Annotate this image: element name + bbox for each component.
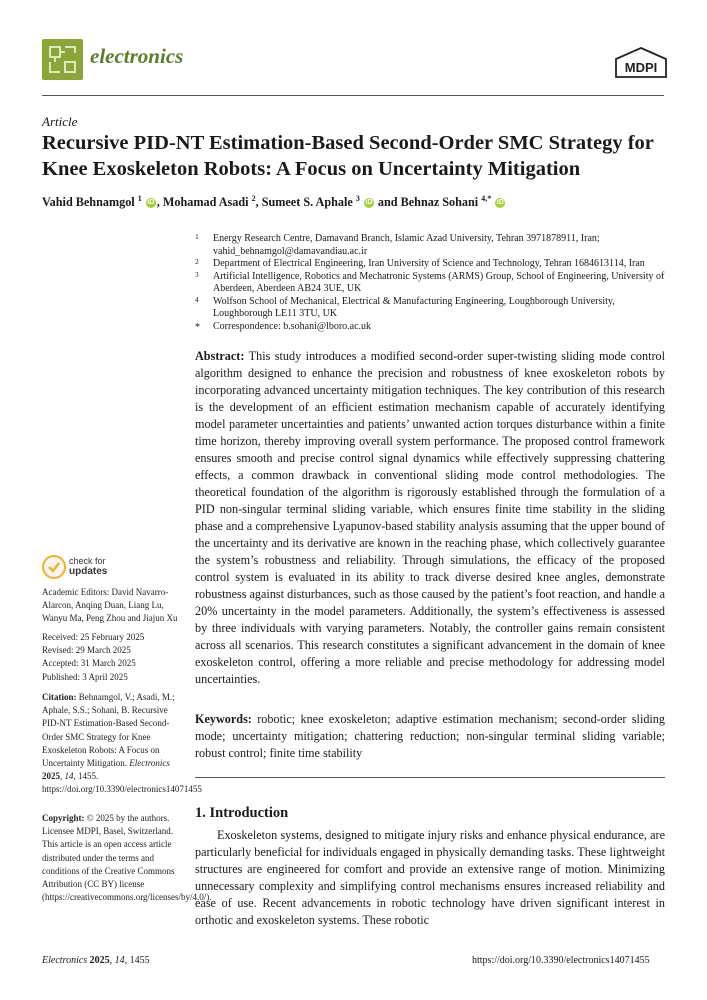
author-separator: and xyxy=(374,195,401,210)
affiliations xyxy=(195,233,665,333)
orcid-icon[interactable]: iD xyxy=(365,199,373,207)
keywords xyxy=(195,711,665,762)
affiliation-item xyxy=(195,258,665,271)
received-date: Received: 25 February 2025 xyxy=(42,632,145,642)
citation-doi[interactable]: , 1455. https://doi.org/10.3390/electronics14071455 xyxy=(42,771,202,795)
paper-title: Recursive PID-NT Estimation-Based Second-Order SMC Strategy for Knee Exoskeleton Robots: A Focus on Uncertainty Mitigation xyxy=(42,132,654,180)
header-rule xyxy=(42,95,664,96)
check-line-1: check for xyxy=(69,556,106,566)
affiliation-text: Artificial Intelligence, Robotics and Mechatronic Systems (ARMS) Group, School of Engineering, University of Aberdeen, Aberdeen AB24 3UE, UK xyxy=(213,270,665,294)
revised-date: Revised: 29 March 2025 xyxy=(42,645,131,656)
abstract xyxy=(195,348,665,688)
correspondence xyxy=(195,321,665,334)
journal-logo xyxy=(42,39,83,80)
footer-citation: Electronics 2025, 14, 1455 xyxy=(42,955,150,966)
section-divider xyxy=(195,777,665,778)
footer-doi[interactable]: https://doi.org/10.3390/electronics14071455 xyxy=(472,955,650,966)
author-affil-sup: 4,* xyxy=(481,194,492,203)
editors-label: Academic Editors: xyxy=(42,587,110,597)
citation-label: Citation: xyxy=(42,692,77,702)
affiliation-item xyxy=(195,271,665,296)
correspondence-text[interactable]: Correspondence: b.sohani@lboro.ac.uk xyxy=(213,320,372,332)
affiliation-number: 1 xyxy=(195,232,199,241)
citation-volume: 14 xyxy=(64,771,74,782)
author-affil-sup: 3 xyxy=(355,194,360,203)
keywords-text: robotic; knee exoskeleton; adaptive estimation mechanism; second-order sliding mode; uncertainty mitigation; chattering reduction; non-singular terminal sliding variable; robust control; finite time stability xyxy=(195,712,665,760)
citation-year: 2025 xyxy=(42,771,60,782)
copyright-label: Copyright: xyxy=(42,813,85,823)
author-separator: , xyxy=(156,195,163,210)
footer-volume: 14 xyxy=(114,955,125,966)
affiliation-number: 2 xyxy=(195,257,199,266)
copyright-block xyxy=(42,812,212,904)
section-body xyxy=(195,827,665,930)
abstract-text: This study introduces a modified second-order super-twisting sliding mode control algorithm designed to enhance the precision and robustness of knee exoskeleton robots by incorporating advanced uncertainty mitigation techniques. The key contribution of this research is the development of an efficient estimation mechanism capable of accurately identifying model parameter uncertainties and patients’ unwanted action torques disturbance within a finite time horizon, thereby improving overall system performance. The proposed control framework ensures smooth and precise control signal dynamics while effectively suppressing chattering effects, a common drawback in conventional sliding mode control methodologies. The theoretical foundation of the algorithm is rigorously established through the formulation of a PID non-singular terminal sliding variable, which ensures finite time stability in the sliding phase and a comprehensive Lyapunov-based stability analysis assuming that the upper bound of the uncertainty and its derivative are known in the reaching phase, which collectively guarantee the system’s robustness and reliability. Through simulations, the efficacy of the proposed control system is evaluated in its ability to track diverse desired knee angles, demonstrate robustness against disturbances, such as those caused by the patient’s foot reaction, and handle a 20% uncertainty in the model parameters. Additionally, the system’s effectiveness is assessed by three individuals with varying parameters. Notably, the controller gains remain consistent across all scenarios. This research constitutes a significant advancement in the domain of knee exoskeleton control, offering a more reliable and precise methodology for addressing model uncertainties. xyxy=(195,349,666,686)
author-name: Mohamad Asadi xyxy=(162,195,249,210)
author-name: Vahid Behnamgol xyxy=(42,195,135,210)
author-list xyxy=(42,194,672,210)
footer-journal: Electronics xyxy=(42,955,88,966)
footer-year: 2025 xyxy=(89,955,110,966)
article-dates xyxy=(42,631,182,684)
keywords-label: Keywords: xyxy=(195,712,252,726)
copyright-text: © 2025 by the authors. Licensee MDPI, Basel, Switzerland. This article is an open access article distributed under the terms and conditions of the Creative Commons Attribution (CC BY) license (https://creativecommons.org/licenses/by/4.0/). xyxy=(42,813,212,903)
author-name: Sumeet S. Aphale xyxy=(261,195,353,210)
check-updates-text xyxy=(69,556,107,577)
mdpi-logo xyxy=(614,47,668,79)
author-name: Behnaz Sohani xyxy=(400,195,479,210)
check-line-2: updates xyxy=(69,566,108,577)
article-type: Article xyxy=(42,114,78,129)
abstract-label: Abstract: xyxy=(195,349,245,363)
affiliation-text: Energy Research Centre, Damavand Branch, Islamic Azad University, Tehran 3971878911, Iran; vahid_behnamgol@damavandiau.ac.ir xyxy=(213,233,600,257)
affiliation-text: Wolfson School of Mechanical, Electrical & Manufacturing Engineering, Loughborough University, Loughborough LE11 3TU, UK xyxy=(213,295,615,319)
published-date: Published: 3 April 2025 xyxy=(42,671,128,682)
author-affil-sup: 1 xyxy=(137,194,142,203)
journal-name: electronics xyxy=(90,44,184,68)
orcid-icon[interactable]: iD xyxy=(147,199,155,207)
academic-editors xyxy=(42,586,182,626)
section-heading: 1. Introduction xyxy=(195,805,289,821)
section-paragraph: Exoskeleton systems, designed to mitigate injury risks and enhance physical endurance, are particularly beneficial for individuals engaged in physically demanding tasks. These lightweight structures are engineered for comfort and provide an extensive range of motion. Minimizing unnecessary complexity and simplifying control mechanisms ensures increased reliability and ease of use. Recent advancements in robotic technology have driven significant interest in orthotic and exoskeleton systems. These robotic xyxy=(195,828,665,928)
publisher-name: MDPI xyxy=(624,60,658,75)
affiliation-number: 4 xyxy=(195,294,199,304)
affiliation-number: * xyxy=(195,321,200,333)
citation-block: Citation: Behnamgol, V.; Asadi, M.; Aphale, S.S.; Sohani, B. Recursive PID-NT Estimation-Based Second-Order SMC Strategy for Knee Exoskeleton Robots: A Focus on Uncertainty Mitigation. Electronics 2025, 14, 1455. https://doi.org/10.3390/electronics14071455 xyxy=(42,692,202,795)
citation-journal: Electronics xyxy=(129,758,170,769)
affiliation-item xyxy=(195,296,665,321)
author-affil-sup: 2 xyxy=(251,194,256,203)
citation-text: Behnamgol, V.; Asadi, M.; Aphale, S.S.; Sohani, B. Recursive PID-NT Estimation-Based Second-Order SMC Strategy for Knee Exoskeleton Robots: A Focus on Uncertainty Mitigation. xyxy=(42,692,175,769)
circuit-icon xyxy=(42,39,83,80)
editors-names: David Navarro-Alarcon, Anqing Duan, Liang Lu, Wanyu Ma, Peng Zhou and Jiajun Xu xyxy=(42,587,178,624)
affiliation-text: Department of Electrical Engineering, Iran University of Science and Technology, Tehran 1684613114, Iran xyxy=(213,258,645,269)
check-updates-icon xyxy=(42,555,66,579)
author-separator: , xyxy=(255,195,262,210)
affiliation-number: 3 xyxy=(195,269,199,279)
check-for-updates-badge[interactable] xyxy=(42,555,162,581)
footer-article-number: , 1455 xyxy=(124,955,150,966)
orcid-icon[interactable]: iD xyxy=(496,199,504,207)
accepted-date: Accepted: 31 March 2025 xyxy=(42,658,136,669)
affiliation-item xyxy=(195,233,665,258)
